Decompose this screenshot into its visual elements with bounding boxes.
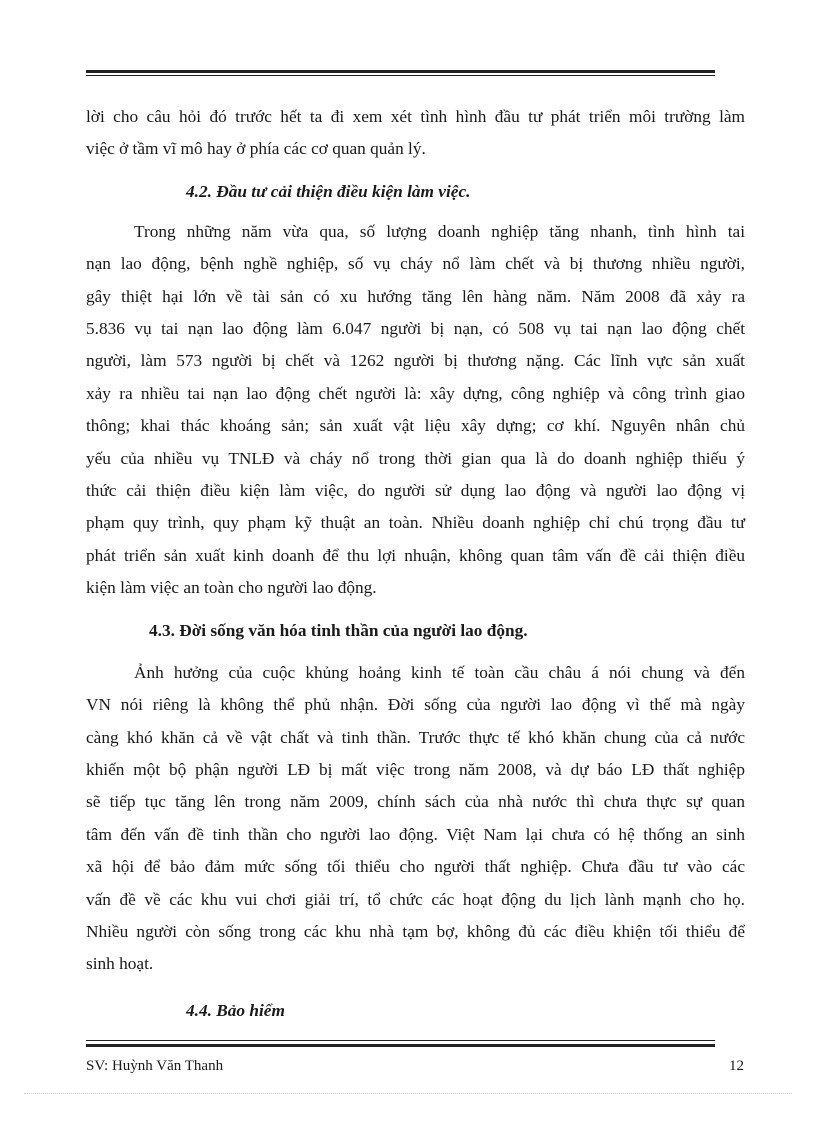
paragraph-intro — [86, 101, 746, 166]
para2-line: phát triển sản xuất kinh doanh để thu lợi nhuận, không quan tâm vấn đề cải thiện điều — [86, 545, 745, 565]
para2-line: gây thiệt hại lớn về tài sản có xu hướng tăng lên hàng năm. Năm 2008 đã xảy ra — [86, 286, 745, 306]
para2-line: phạm quy trình, quy phạm kỹ thuật an toàn. Nhiều doanh nghiệp chỉ chú trọng đầu tư — [86, 513, 745, 533]
footer-author: SV: Huỳnh Văn Thanh — [86, 1058, 224, 1074]
header-rule-thin — [86, 75, 715, 76]
header-rule-thick — [86, 70, 715, 73]
para2-line: 5.836 vụ tai nạn lao động làm 6.047 người bị nạn, có 508 vụ tai nạn lao động chết — [86, 319, 745, 339]
para3-line: xã hội để bảo đảm mức sống tối thiểu cho người thất nghiệp. Chưa đầu tư vào các — [86, 857, 745, 877]
para2-line: yếu của nhiều vụ TNLĐ và cháy nổ trong thời gian qua là do doanh nghiệp thiếu ý — [86, 448, 745, 468]
para2-line: thức cải thiện điều kiện làm việc, do người sử dụng lao động và người lao động vị — [86, 481, 745, 501]
paragraph-working-conditions — [86, 216, 746, 605]
paragraph-cultural-life — [86, 657, 746, 981]
page-number: 12 — [729, 1058, 744, 1074]
section-heading-4-3: 4.3. Đời sống văn hóa tinh thần của người lao động. — [149, 620, 528, 640]
section-heading-4-4: 4.4. Bảo hiểm — [186, 1000, 285, 1020]
para2-line: xảy ra nhiều tai nạn lao động chết người là: xây dựng, công nghiệp và công trình giao — [86, 383, 745, 403]
para3-line: càng khó khăn cả về vật chất và tinh thần. Trước thực tế khó khăn chung của cả nước — [86, 727, 745, 747]
para3-line: sẽ tiếp tục tăng lên trong năm 2009, chính sách của nhà nước thì chưa thực sự quan — [86, 792, 745, 812]
para3-line: khiến một bộ phận người LĐ bị mất việc trong năm 2008, và dự báo LĐ thất nghiệp — [86, 759, 745, 779]
para1-line: việc ở tầm vĩ mô hay ở phía các cơ quan quản lý. — [86, 139, 426, 159]
para2-line: thông; khai thác khoáng sản; sản xuất vật liệu xây dựng; cơ khí. Nguyên nhân chủ — [86, 416, 745, 436]
footer-rule-thick — [86, 1044, 715, 1047]
section-heading-4-2: 4.2. Đầu tư cải thiện điều kiện làm việc. — [186, 181, 471, 201]
para1-line: lời cho câu hỏi đó trước hết ta đi xem xét tình hình đầu tư phát triển môi trường làm — [86, 107, 745, 126]
page-bottom-dotted-border — [24, 1093, 792, 1094]
para2-line: Trong những năm vừa qua, số lượng doanh nghiệp tăng nhanh, tình hình tai — [134, 221, 745, 241]
para3-line: VN nói riêng là không thể phủ nhận. Đời sống của người lao động vì thế mà ngày — [86, 695, 745, 715]
para2-line: kiện làm việc an toàn cho người lao động. — [86, 578, 377, 598]
para3-line: sinh hoạt. — [86, 954, 154, 974]
footer-rule-thin — [86, 1040, 715, 1041]
page-body — [86, 101, 746, 1027]
para2-line: người, làm 573 người bị chết và 1262 người bị thương nặng. Các lĩnh vực sản xuất — [86, 351, 745, 371]
para2-line: nạn lao động, bệnh nghề nghiệp, số vụ cháy nổ làm chết và bị thương nhiều người, — [86, 254, 745, 274]
para3-line: Nhiều người còn sống trong các khu nhà tạm bợ, không đủ các điều khiện tối thiểu để — [86, 921, 745, 941]
para3-line: vấn đề về các khu vui chơi giải trí, tổ chức các hoạt động du lịch lành mạnh cho họ. — [86, 889, 745, 909]
para3-line: tâm đến vấn đề tinh thần cho người lao động. Việt Nam lại chưa có hệ thống an sinh — [86, 824, 745, 844]
para3-line: Ảnh hưởng của cuộc khủng hoảng kinh tế toàn cầu châu á nói chung và đến — [134, 662, 745, 682]
